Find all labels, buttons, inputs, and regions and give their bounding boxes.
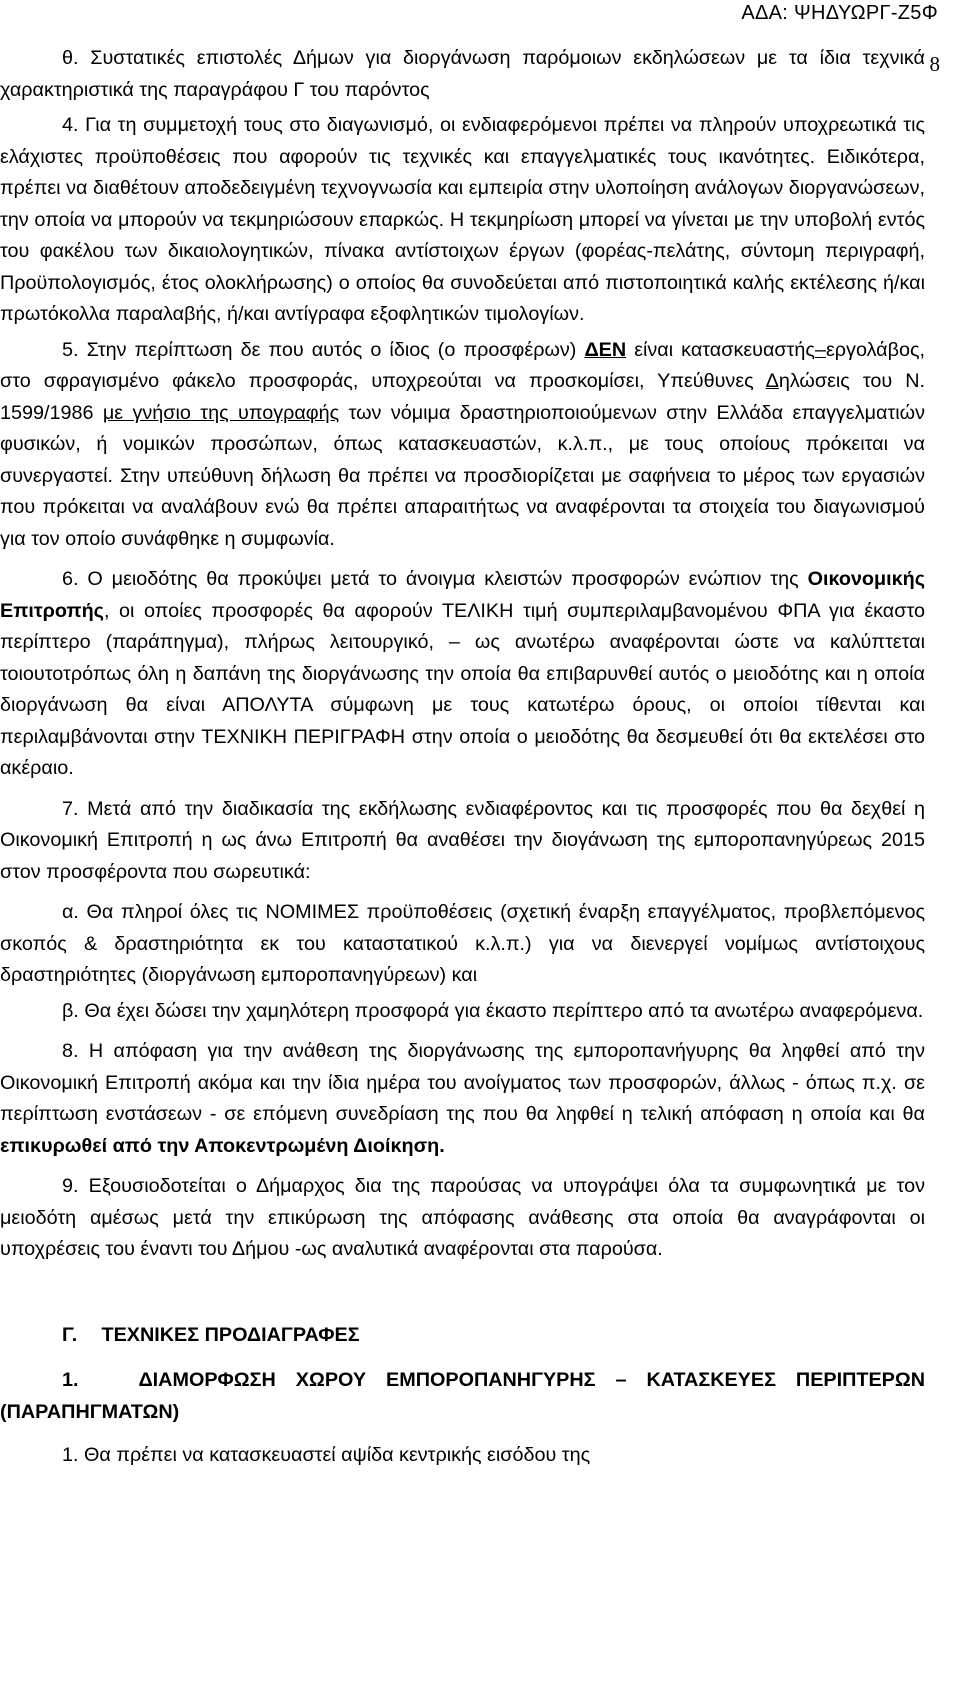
item-number: 1. — [62, 1444, 79, 1466]
underlined-text: – — [814, 338, 826, 361]
item-text: εργολάβος, στο σφραγισμένο φάκελο προσφοράς, υποχρεούται να προσκομίσει, Υπεύθυνες — [0, 338, 926, 392]
item-number: θ. — [62, 47, 79, 69]
item-theta — [0, 43, 925, 106]
item-7-a — [0, 897, 925, 992]
item-text: , οι οποίες προσφορές θα αφορούν ΤΕΛΙΚΗ τιμή συμπεριλαμβανομένου ΦΠΑ για έκαστο περίπτερο (παράπηγμα), πλήρως λειτουργικό, – ως ανωτέρω αναφέρονται ώστε να καλύπτεται τοιουτοτρόπως όλη η δαπάνη της διοργάνωσης την οποία θα επιβαρυνθεί αυτός ο μειοδότης και η οποία διοργάνωση θα είναι ΑΠΟΛΥΤΑ σύμφωνη με τους κατωτέρω όρους, οι οποίοι τίθενται και περιλαμβάνονται στην ΤΕΧΝΙΚΗ ΠΕΡΙΓΡΑΦΗ στην οποία ο μειοδότης θα δεσμευθεί ότι θα εκτελέσει στο ακέραιο. — [0, 599, 925, 779]
item-6 — [0, 564, 925, 785]
section-label: Γ. — [62, 1323, 78, 1346]
item-8 — [0, 1036, 925, 1162]
item-number: 5. — [62, 338, 79, 361]
section-item-1 — [0, 1440, 925, 1472]
item-number: 6. — [62, 568, 79, 590]
item-text: Θα έχει δώσει την χαμηλότερη προσφορά για έκαστο περίπτερο από τα ανωτέρω αναφερόμενα. — [84, 999, 924, 1022]
item-text: Θα πληροί όλες τις ΝΟΜΙΜΕΣ προϋποθέσεις (σχετική έναρξη επαγγέλματος, προβλεπόμενος σκοπός & δραστηριότητα εκ του καταστατικού κ.λ.π.) για να διενεργεί νομίμως αντίστοιχους δραστηριότητες (διoργάνωση εμποροπανηγύρεων) και — [0, 901, 925, 986]
item-text: Μετά από την διαδικασία της εκδήλωσης ενδιαφέροντος και τις προσφορές που θα δεχθεί η Οικονομική Επιτροπή η ως άνω Επιτροπή θα αναθέσει την διογάνωση της εμποροπανηγύρεως 2015 στον προσφέροντα που σωρευτικά: — [0, 797, 925, 883]
item-5 — [0, 335, 925, 556]
item-7 — [0, 794, 925, 889]
item-number: α. — [62, 901, 79, 923]
item-text: Συστατικές επιστολές Δήμων για διοργάνωση παρόμοιων εκδηλώσεων με τα ίδια τεχνικά χαρακτηριστικά της παραγράφου Γ του παρόντος — [0, 47, 925, 101]
bold-text: Οικονομικής Επιτροπής — [0, 568, 925, 622]
subsection-number: 1. — [62, 1369, 79, 1391]
ada-code: ΑΔΑ: ΨΗΔΥΩΡΓ-Ζ5Φ — [741, 2, 938, 24]
item-text: ηλώσεις του Ν. 1599/1986 — [0, 370, 925, 424]
item-text: Εξουσιοδοτείται ο Δήμαρχος δια της παρούσας να υπογράψει όλα τα συμφωνητικά με τον μειοδότη αμέσως μετά την επικύρωση της απόφασης ανάθεσης στα οποία θα αναγράφονται οι υποχρέσεις του έναντι του Δήμου -ως αναλυτικά αναφέρονται στα παρούσα. — [0, 1175, 925, 1260]
item-number: β. — [62, 999, 79, 1022]
bold-text: επικυρωθεί από την Αποκεντρωμένη Διοίκηση. — [0, 1134, 445, 1157]
item-text: Η απόφαση για την ανάθεση της διοργάνωσης της εμποροπανήγυρης θα ληφθεί από την Οικονομική Επιτροπή ακόμα και την ίδια ημέρα του ανοίγματος των προσφορών, άλλως - όπως π.χ. σε περίπτωση ενστάσεων - σε επόμενη συνεδρίαση της που θα ληφθεί η τελική απόφαση η οποία και θα — [0, 1040, 925, 1125]
item-number: 7. — [62, 797, 79, 820]
item-text: Θα πρέπει να κατασκευαστεί αψίδα κεντρικής εισόδου της — [84, 1444, 591, 1466]
item-7-b — [0, 996, 925, 1028]
item-text: Ο μειοδότης θα προκύψει μετά το άνοιγμα κλειστών προσφορών ενώπιον της — [87, 568, 808, 590]
item-text: είναι κατασκευαστής — [626, 338, 815, 361]
page-number: 8 — [929, 52, 940, 76]
section-title: ΤΕΧΝΙΚΕΣ ΠΡΟΔΙΑΓΡΑΦΕΣ — [101, 1323, 360, 1346]
item-number: 4. — [62, 114, 79, 136]
item-number: 9. — [62, 1175, 79, 1197]
underlined-text: ΔΕΝ — [584, 338, 627, 361]
item-text: των νόμιμα δραστηριοποιούμενων στην Ελλάδα επαγγελματιών φυσικών, ή νομικών προσώπων, όπως κατασκευαστών, κ.λ.π., με τους οποίους πρόκειται να συνεργαστεί. Στην υπεύθυνη δήλωση θα πρέπει να προσδιορίζεται με σαφήνεια το μέρος των εργασιών που πρόκειται να αναλάβουν ενώ θα πρέπει απαραιτήτως να αναφέρονται τα στοιχεία του διαγωνισμού για τον οποίο συνάφθηκε η συμφωνία. — [0, 401, 925, 550]
underlined-text: Δ — [765, 370, 779, 392]
item-4 — [0, 110, 925, 331]
item-9 — [0, 1171, 925, 1266]
underlined-text: με γνήσιο της υπογραφής — [102, 401, 340, 424]
subsection-title: ΔΙΑΜΟΡΦΩΣΗ ΧΩΡΟΥ ΕΜΠΟΡΟΠΑΝΗΓΥΡΗΣ – ΚΑΤΑΣΚΕΥΕΣ ΠΕΡΙΠΤΕΡΩΝ (ΠΑΡΑΠΗΓΜΑΤΩΝ) — [0, 1369, 925, 1423]
item-text: Για τη συμμετοχή τους στο διαγωνισμό, οι ενδιαφερόμενοι πρέπει να πληρούν υποχρεωτικά τις ελάχιστες προϋποθέσεις που αφορούν τις τεχνικές και επαγγελματικές τους ικανότητες. Ειδικότερα, πρέπει να διαθέτουν αποδεδειγμένη τεχνογνωσία και εμπειρία στην υλοποίηση ανάλογων διοργανώσεων, την οποία να μπορούν να τεκμηριώσουν επαρκώς. Η τεκμηρίωση μπορεί να γίνεται με την υποβολή εντός του φακέλου των δικαιολογητικών, πίνακα αντίστοιχων έργων (φορέας-πελάτης, σύντομη περιγραφή, Προϋπολογισμός, έτος ολοκλήρωσης) ο οποίος θα συνοδεύεται από πιστοποιητικά καλής εκτέλεσης ή/και πρωτόκολλα παραλαβής, ή/και αντίγραφα εξοφλητικών τιμολογίων. — [0, 114, 925, 325]
item-number: 8. — [62, 1040, 79, 1062]
section-heading — [0, 1320, 925, 1352]
item-text: Στην περίπτωση δε που αυτός ο ίδιος (ο προσφέρων) — [86, 338, 585, 361]
document-body — [0, 43, 925, 1472]
subsection-heading — [0, 1365, 925, 1428]
